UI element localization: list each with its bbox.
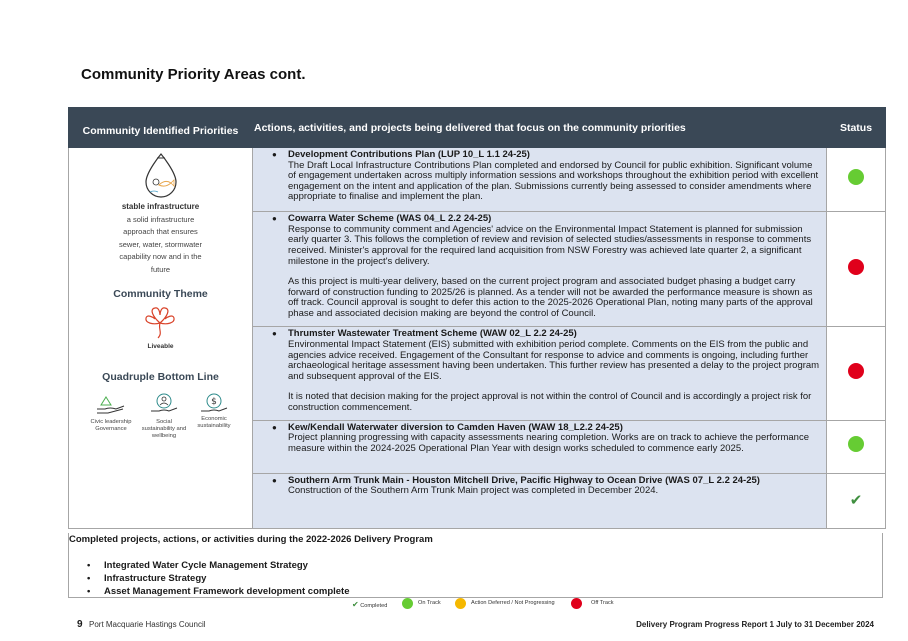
header-status: Status xyxy=(827,108,886,148)
status-cell xyxy=(827,473,886,528)
header-actions: Actions, activities, and projects being delivered that focus on the community priorities xyxy=(253,108,827,148)
bullet-icon: ● xyxy=(272,150,277,159)
bullet-icon: ● xyxy=(272,329,277,339)
status-on-track-icon xyxy=(848,169,864,185)
action-title: Thrumster Wastewater Treatment Scheme (WAW 02_L 2.2 24-25) xyxy=(288,328,577,340)
action-paragraph: Project planning progressing with capacity assessments nearing completion. Works are on track to achieve the performance measure within the 2024-2025 Operational Plan Year with design works scheduled to commence early 2025. xyxy=(288,432,810,454)
completed-heading: Completed projects, actions, or activities during the 2022-2026 Delivery Program xyxy=(69,534,433,545)
page-title: Community Priority Areas cont. xyxy=(81,66,306,83)
status-on-track-icon xyxy=(848,436,864,452)
status-completed-icon: ✔ xyxy=(849,492,863,510)
action-title: Southern Arm Trunk Main - Houston Mitchell Drive, Pacific Highway to Ocean Drive (WAS 07_L 2.2 24-25) xyxy=(288,474,760,486)
action-body xyxy=(273,225,822,320)
theme-label: Liveable xyxy=(147,343,174,350)
status-off-track-icon xyxy=(848,363,864,379)
action-paragraph: Construction of the Southern Arm Trunk Main project was completed in December 2024. xyxy=(288,485,659,497)
header-priorities: Community Identified Priorities xyxy=(69,108,253,148)
legend-deferred-label: Action Deferred / Not Progressing xyxy=(471,600,555,606)
action-cell xyxy=(253,212,827,327)
bullet-icon: ● xyxy=(272,422,277,432)
footer-report-title: Delivery Program Progress Report 1 July to 31 December 2024 xyxy=(636,620,874,629)
action-paragraph: As this project is multi-year delivery, based on the current project program and associated budget phasing a budget carry forward of construction funding to 2025/26 is planned. As a tender will not be awarded the performance measure is shown as off track. Council approval is sought to defer this action to the 2025-2026 Operational Plan, noting many parts of the approval phase and associated decision making are beyond the control of Council. xyxy=(288,276,813,319)
qbl-label-social: Social sustainability and wellbeing xyxy=(141,419,187,439)
qbl-label-governance: Civic leadership Governance xyxy=(90,419,132,432)
action-body xyxy=(273,161,822,203)
legend-completed xyxy=(352,600,387,609)
action-title: Development Contributions Plan (LUP 10_L 1.1 24-25) xyxy=(288,149,530,160)
amber-dot-icon xyxy=(455,598,466,609)
action-paragraph: It is noted that decision making for the project approval is not within the control of Council and is accordingly a project risk for construction commencement. xyxy=(288,391,812,414)
action-body xyxy=(273,486,822,497)
action-body xyxy=(273,433,822,454)
social-person-icon xyxy=(149,393,179,415)
action-paragraph: The Draft Local Infrastructure Contributions Plan completed and endorsed by Council for public exhibition. Significant volume of engagement undertaken across multiply information sessions and workshops throughout the exhibition period with excellent engagement on the intent and application of the plan. Submissions currently being assessed to consider amendments where appropriate to finalise and implement the plan. xyxy=(288,159,819,203)
footer-organisation: Port Macquarie Hastings Council xyxy=(89,620,206,629)
table-row xyxy=(69,148,886,212)
qbl-heading: Quadruple Bottom Line xyxy=(102,371,219,383)
action-title: Cowarra Water Scheme (WAS 04_L 2.2 24-25) xyxy=(288,213,492,225)
legend-on-track-label: On Track xyxy=(418,600,441,606)
legend-on-track xyxy=(402,600,441,606)
page-number: 9 xyxy=(77,619,83,630)
infra-title: stable infrastructure xyxy=(121,202,200,211)
governance-hand-icon xyxy=(96,393,126,415)
action-cell xyxy=(253,327,827,420)
check-icon: ✔ xyxy=(352,600,359,609)
list-item: • Integrated Water Cycle Management Strategy xyxy=(87,559,350,572)
svg-text:$: $ xyxy=(211,397,217,407)
action-paragraph: Response to community comment and Agencies' advice on the Environmental Impact Statement is planned for submission early quarter 3. This follows the completion of review and revision of selected studies/assessments in response to comments received. Minister's approval for the required land acquisition from NSW Forestry was achieved late quarter 2, a significant milestone in the project's delivery. xyxy=(288,223,812,267)
legend-deferred xyxy=(455,600,555,606)
action-cell xyxy=(253,148,827,212)
action-body xyxy=(273,340,822,414)
list-item: • Infrastructure Strategy xyxy=(87,572,350,585)
status-cell xyxy=(827,420,886,473)
action-title: Kew/Kendall Waterwater diversion to Camden Haven (WAW 18_L2.2 24-25) xyxy=(288,421,623,433)
legend-off-track-label: Off Track xyxy=(591,600,614,606)
clover-icon xyxy=(141,305,179,341)
bullet-icon: ● xyxy=(272,475,277,485)
economic-dollar-icon xyxy=(199,393,229,415)
red-dot-icon xyxy=(571,598,582,609)
community-theme-heading: Community Theme xyxy=(113,288,208,300)
table-header-row xyxy=(69,108,886,148)
green-dot-icon xyxy=(402,598,413,609)
priority-panel xyxy=(69,148,253,529)
status-cell xyxy=(827,327,886,420)
completed-section xyxy=(68,533,883,598)
action-cell xyxy=(253,473,827,528)
action-cell xyxy=(253,420,827,473)
legend-off-track xyxy=(571,600,614,606)
status-cell xyxy=(827,148,886,212)
qbl-label-economic: Economic sustainability xyxy=(197,416,231,429)
legend-completed-label: Completed xyxy=(360,603,388,609)
infra-description: a solid infrastructure approach that ensures sewer, water, stormwater capability now and in the future xyxy=(119,215,202,274)
completed-list xyxy=(87,559,350,598)
action-paragraph: Environmental Impact Statement (EIS) submitted with exhibition period complete. Comments on the EIS from the public and agencies advice received. Engagement of the Consultant for response to advice and comments is ongoing, including further archaeological heritage assessment having been undertaken. This further review has presented a delay to the project program and subsequent approval of the EIS. xyxy=(288,339,820,382)
status-cell xyxy=(827,212,886,327)
priority-table xyxy=(68,107,886,529)
bullet-icon: ● xyxy=(272,214,277,224)
status-off-track-icon xyxy=(848,259,864,275)
water-drop-fish-icon xyxy=(142,152,180,198)
list-item: • Asset Management Framework development complete xyxy=(87,585,350,598)
